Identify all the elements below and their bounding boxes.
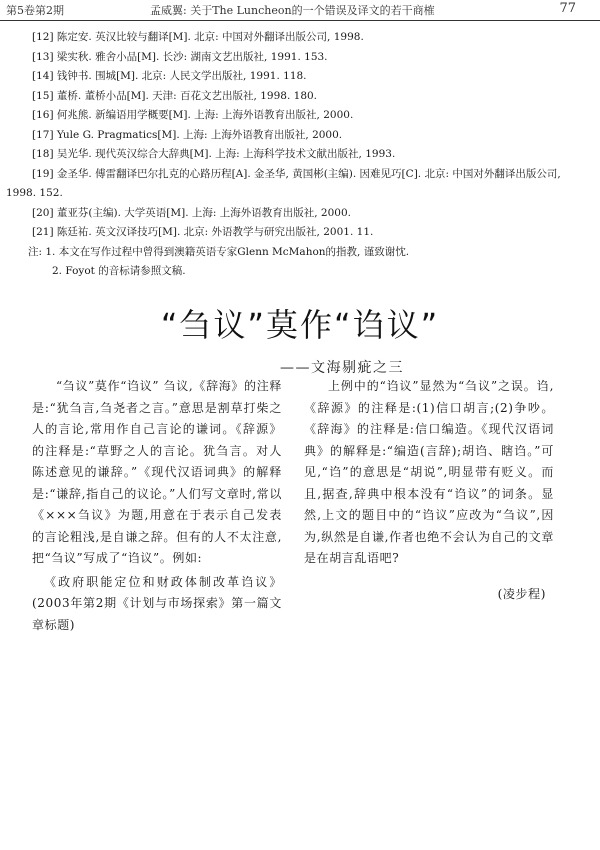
journal-volume: 第5卷第2期 — [6, 4, 64, 17]
reference-item: [19] 金圣华. 傅雷翻译巴尔扎克的心路历程[A]. 金圣华, 黄国彬(主编). 因难见巧[C]. 北京: 中国对外翻译出版公司, 1998. 152. — [6, 167, 561, 199]
body-paragraph: 《政府职能定位和财政体制改革诌议》(2003年第2期《计划与市场探索》第一篇文章标题) — [32, 574, 282, 632]
reference-item: [20] 董亚芬(主编). 大学英语[M]. 上海: 上海外语教育出版社, 2000. — [32, 206, 351, 219]
article-title: “刍议”莫作“诌议” — [160, 306, 440, 344]
page-number: 77 — [559, 1, 576, 16]
footnote: 2. Foyot 的音标请参照文稿. — [52, 265, 186, 277]
right-column — [304, 376, 554, 605]
reference-item: [18] 吴光华. 现代英汉综合大辞典[M]. 上海: 上海科学技术文献出版社, 1993. — [32, 148, 396, 160]
reference-item: [21] 陈廷祐. 英文汉译技巧[M]. 北京: 外语教学与研究出版社, 2001. 11. — [32, 226, 374, 238]
left-column — [32, 376, 282, 636]
body-paragraph: “刍议”莫作“诌议” 刍议,《辞海》的注释是:“犹刍言,刍尧者之言。”意思是割草打柴之人的言论,常用作自己言论的谦词。《辞源》的注释是:“草野之人的言论。犹刍言。对人陈述意见的谦辞。”《现代汉语词典》的解释是:“谦辞,指自己的议论。”人们写文章时,常以《×××刍议》为题,用意在于表示自己发表的言论粗浅,是自谦之辞。但有的人不太注意,把“刍议”写成了“诌议”。例如: — [32, 379, 282, 565]
running-header — [0, 0, 600, 21]
body-paragraph: 上例中的“诌议”显然为“刍议”之误。诌,《辞源》的注释是:(1)信口胡言;(2)争吵。《辞海》的注释是:信口编造。《现代汉语词典》的解释是:“编造(言辞);胡诌、瞎诌。”可见,“诌”的意思是“胡说”,明显带有贬义。而且,据查,辞典中根本没有“诌议”的词条。显然,上文的题目中的“诌议”应改为“刍议”,因为,纵然是自谦,作者也绝不会认为自己的文章是在胡言乱语吧? — [304, 379, 554, 565]
author-signature: (凌步程) — [497, 586, 546, 601]
reference-item: [12] 陈定安. 英汉比较与翻译[M]. 北京: 中国对外翻译出版公司, 1998. — [32, 31, 364, 43]
running-title: 孟威翼: 关于The Luncheon的一个错误及译文的若干商榷 — [150, 4, 435, 17]
reference-item: [14] 钱钟书. 围城[M]. 北京: 人民文学出版社, 1991. 118. — [32, 70, 307, 82]
reference-item: [16] 何兆熊. 新编语用学概要[M]. 上海: 上海外语教育出版社, 2000. — [32, 109, 354, 121]
reference-list — [6, 28, 586, 282]
reference-item: [15] 董桥. 董桥小品[M]. 天津: 百花文艺出版社, 1998. 180. — [32, 89, 318, 102]
reference-item: [17] Yule G. Pragmatics[M]. 上海: 上海外语教育出版社, 2000. — [32, 128, 343, 141]
article-subtitle: ——文海剔疵之三 — [280, 360, 404, 376]
footnote: 注: 1. 本文在写作过程中曾得到澳籍英语专家Glenn McMahon的指教, 谨致谢忱. — [28, 245, 410, 258]
reference-item: [13] 梁实秋. 雅舍小品[M]. 长沙: 湖南文艺出版社, 1991. 153. — [32, 50, 328, 63]
